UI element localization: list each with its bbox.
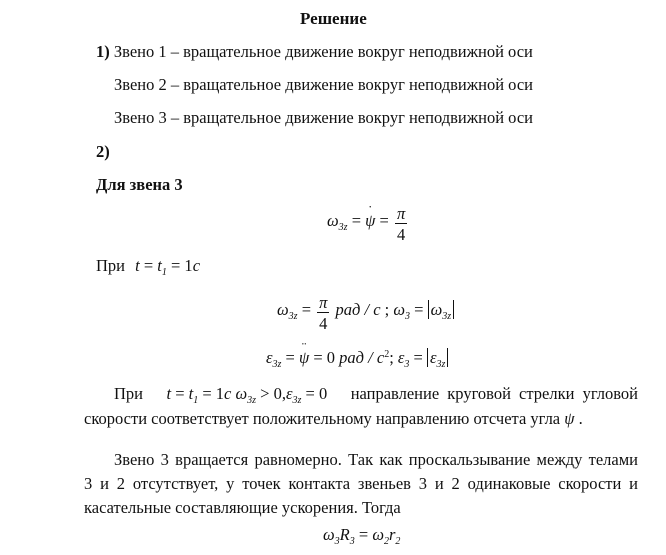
- equation-epsilon: $\varepsilon_{3z} = \psi$ ¨ = 0 рад / $с^2$; $\varepsilon_3 = \varepsilon_{3z}$: [266, 350, 448, 370]
- paragraph-direction-line-1: [114, 386, 638, 406]
- item-1-text: Звено 1 – вращательное движение вокруг неподвижной оси: [113, 42, 533, 61]
- para2-line-1: Звено 3 вращается равномерно. Так как проскальзывание между телами: [114, 450, 638, 469]
- item-1-number: 1): [96, 42, 110, 61]
- equation-omega-psi: $\omega_{3z} = \psi$ ˙ = $\frac{\pi}{4}$: [327, 205, 409, 244]
- item-1: [96, 44, 533, 61]
- condition-time: При $t = t_1 = 1c$: [96, 256, 201, 278]
- para1-line1-text: направление круговой стрелки угловой: [350, 384, 638, 403]
- para2-line-3: касательные составляющие ускорения. Тогда: [84, 498, 401, 517]
- section-title: Для звена 3: [96, 175, 183, 194]
- equation-contact: $\omega_3R_3 = \omega_2r_2$: [323, 525, 401, 547]
- para1-pri: При: [114, 384, 143, 403]
- item-2-number: 2): [96, 142, 110, 161]
- para1-line2-text: скорости соответствует положительному направлению отсчета угла: [84, 409, 561, 428]
- page-title: Решение: [300, 9, 367, 28]
- item-1c-text: Звено 3 – вращательное движение вокруг неподвижной оси: [114, 108, 534, 127]
- equation-omega-value: $\omega_{3z}$ = $\frac{\pi}{4}$ рад / с ; $\omega_3 = \omega_{3z}$: [277, 294, 454, 333]
- para2-line-2: 3 и 2 отсутствует, у точек контакта звеньев 3 и 2 одинаковые скорости и: [84, 474, 638, 493]
- paragraph-uniform-rotation: [84, 448, 638, 520]
- para1-condition: $t = t_1 = 1c$ $\omega_{3z} > 0,\varepsilon_{3z} = 0$: [166, 384, 328, 406]
- pri-label: При: [96, 256, 125, 275]
- paragraph-direction-line-2: скорости соответствует положительному направлению отсчета угла ψ .: [84, 409, 583, 428]
- item-1b-text: Звено 2 – вращательное движение вокруг неподвижной оси: [114, 75, 534, 94]
